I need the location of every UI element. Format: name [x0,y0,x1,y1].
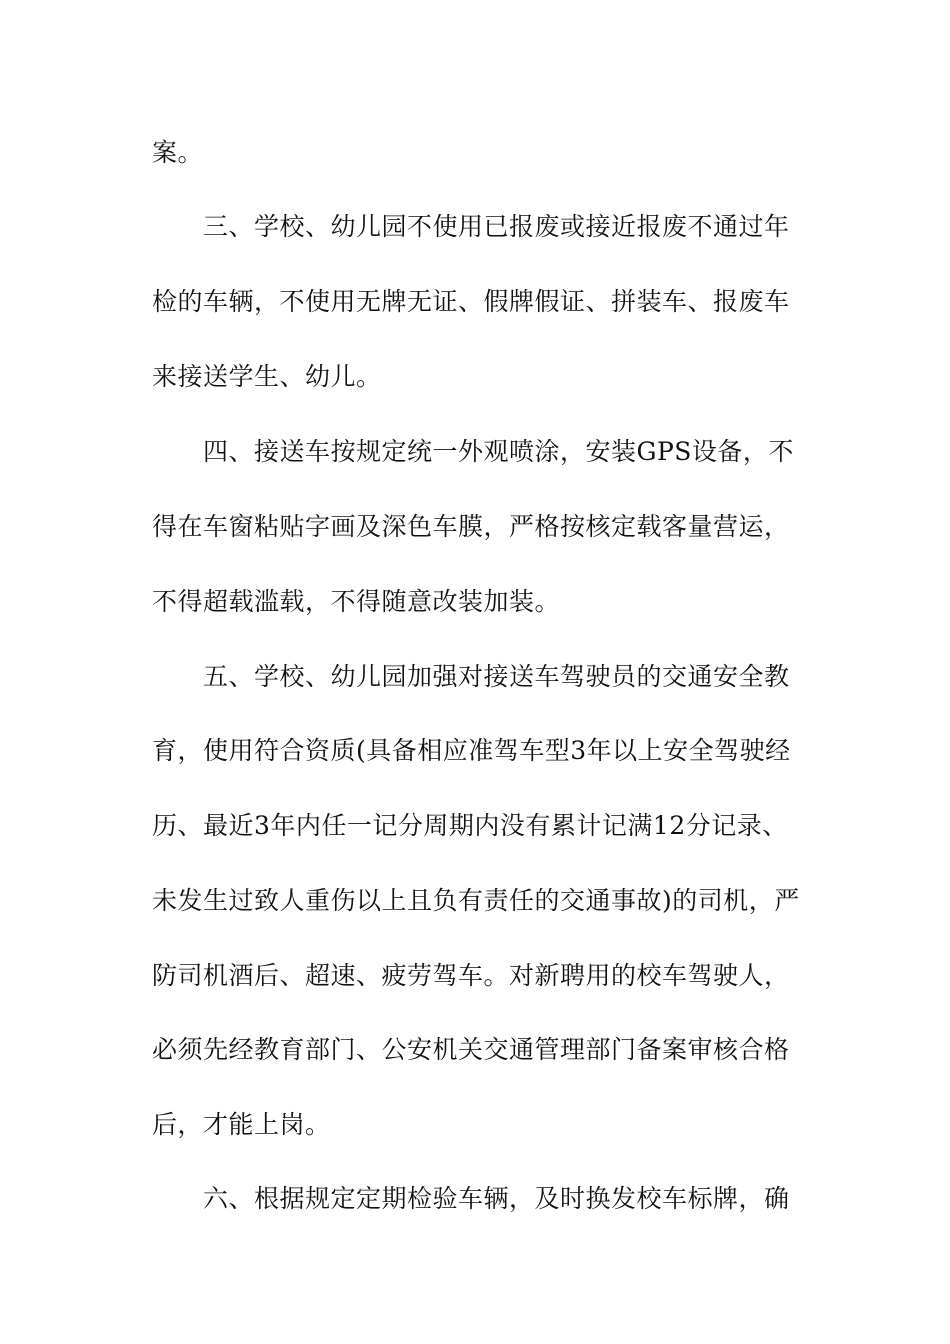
text-line: 后，才能上岗。 [152,1110,331,1139]
text-line: 育，使用符合资质(具备相应准驾车型3年以上安全驾驶经 [152,736,791,765]
text-line: 必须先经教育部门、公安机关交通管理部门备案审核合格 [152,1035,790,1064]
paragraph-3-line: 三、学校、幼儿园不使用已报废或接近报废不通过年 [203,212,790,241]
text-line: 不得超载滥载，不得随意改装加装。 [152,587,561,616]
text-line: 防司机酒后、超速、疲劳驾车。对新聘用的校车驾驶人， [152,961,790,990]
paragraph-6-line: 六、根据规定定期检验车辆，及时换发校车标牌，确 [203,1184,790,1213]
text-line: 历、最近3年内任一记分周期内没有累计记满12分记录、 [152,811,788,840]
paragraph-5-line: 五、学校、幼儿园加强对接送车驾驶员的交通安全教 [203,662,790,691]
text-line: 未发生过致人重伤以上且负有责任的交通事故)的司机，严 [152,886,800,915]
text-line: 得在车窗粘贴字画及深色车膜，严格按核定载客量营运， [152,512,790,541]
text-line: 来接送学生、幼儿。 [152,362,382,391]
paragraph-4-line: 四、接送车按规定统一外观喷涂，安装GPS设备，不 [203,437,794,466]
text-line: 检的车辆，不使用无牌无证、假牌假证、拼装车、报废车 [152,287,790,316]
text-line: 案。 [152,138,204,167]
